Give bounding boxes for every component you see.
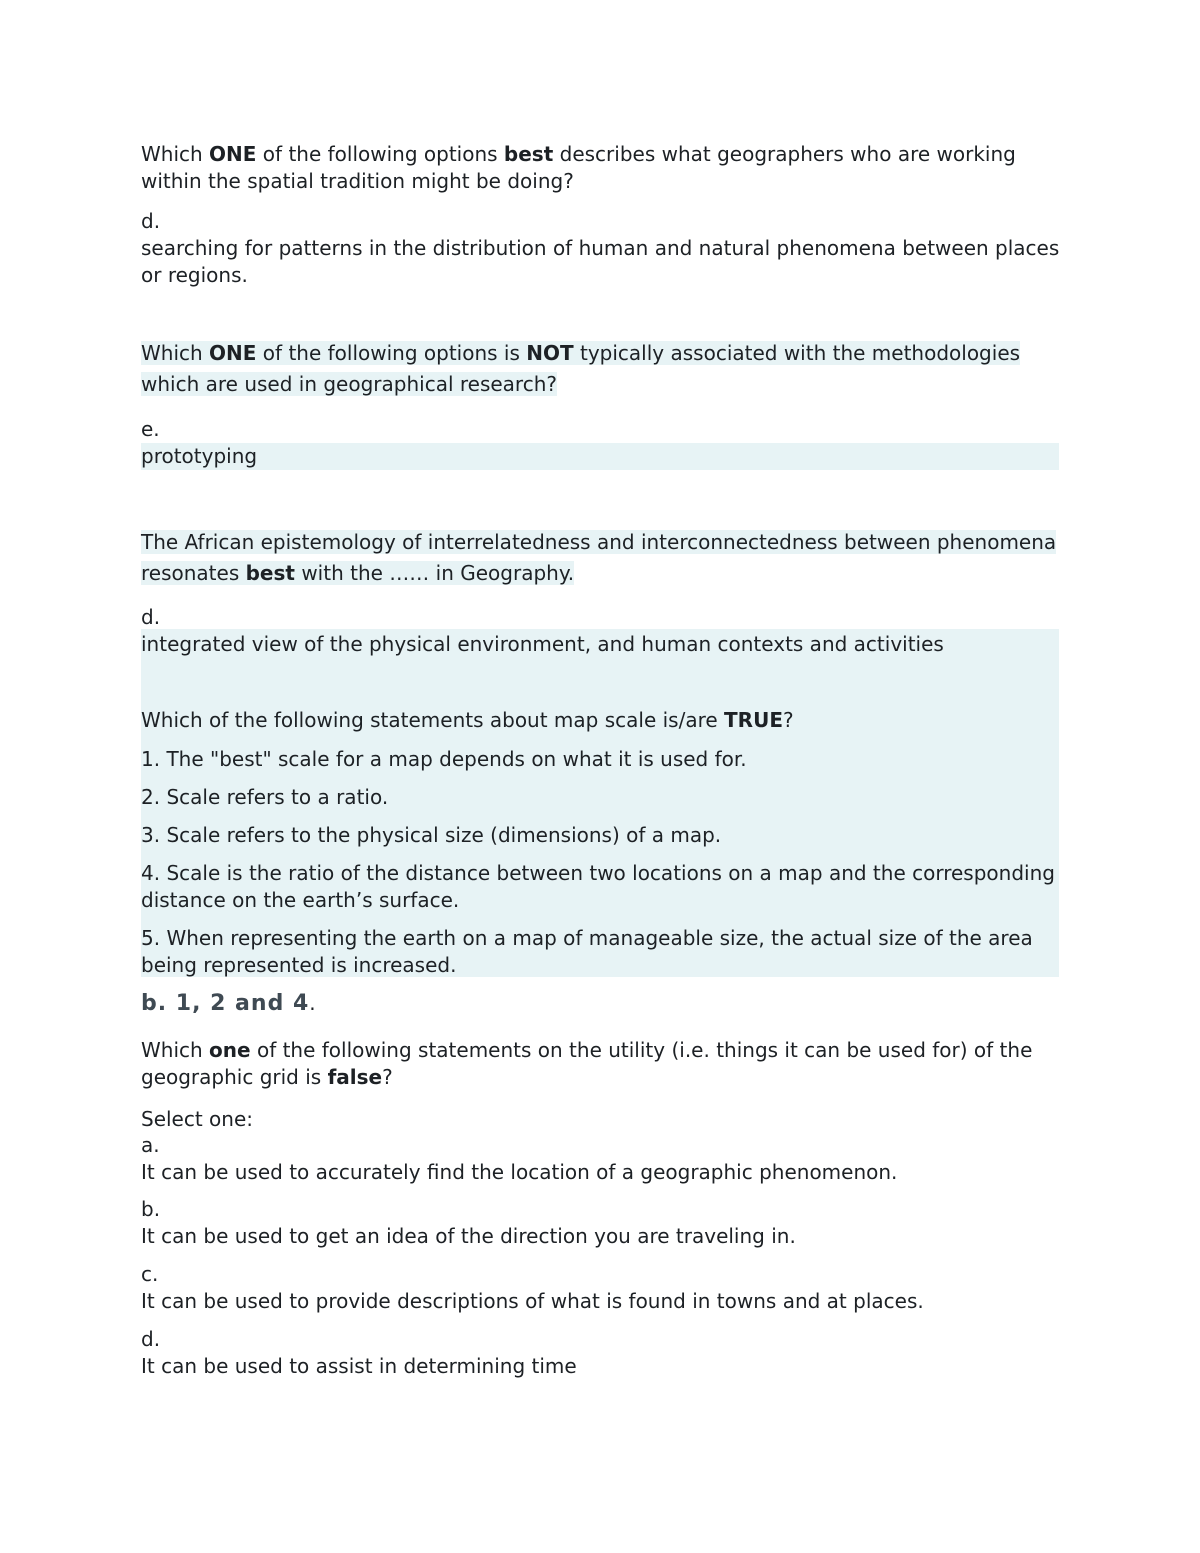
question-3-line-2: resonates best with the …… in Geography. (141, 561, 575, 585)
option-b (141, 1196, 796, 1250)
statement-2: 2. Scale refers to a ratio. (141, 785, 389, 809)
option-letter: a. (141, 1133, 160, 1157)
question-5-line-2: geographic grid is false? (141, 1065, 393, 1089)
select-one-label: Select one: (141, 1107, 254, 1131)
option-text: It can be used to assist in determining time (141, 1354, 577, 1378)
option-d (141, 1326, 577, 1380)
answer-letter: e. (141, 417, 160, 441)
statement-1: 1. The "best" scale for a map depends on what it is used for. (141, 747, 747, 771)
question-3-answer-text: integrated view of the physical environment, and human contexts and activities (141, 632, 944, 656)
statement-3: 3. Scale refers to the physical size (dimensions) of a map. (141, 823, 722, 847)
question-1 (141, 141, 1016, 195)
question-2 (141, 338, 1020, 400)
question-3 (141, 527, 1056, 589)
question-3-line-1: The African epistemology of interrelatedness and interconnectedness between phenomena (141, 530, 1057, 554)
option-text: It can be used to accurately find the location of a geographic phenomenon. (141, 1160, 898, 1184)
option-text: It can be used to get an idea of the direction you are traveling in. (141, 1224, 796, 1248)
question-5 (141, 1037, 1032, 1091)
question-5-line-1: Which one of the following statements on the utility (i.e. things it can be used for) of the (141, 1038, 1033, 1062)
question-4: Which of the following statements about map scale is/are TRUE? (141, 708, 794, 732)
question-1-line-2: within the spatial tradition might be doing? (141, 169, 574, 193)
option-text: It can be used to provide descriptions of what is found in towns and at places. (141, 1289, 924, 1313)
option-c (141, 1261, 924, 1315)
option-a (141, 1132, 897, 1186)
answer-letter: d. (141, 605, 161, 629)
answer-text-line-1: searching for patterns in the distribution of human and natural phenomena between places (141, 236, 1060, 260)
question-1-answer (141, 208, 1059, 289)
question-2-answer (141, 416, 1059, 470)
statement-5: 5. When representing the earth on a map of manageable size, the actual size of the area being represented is increased. (141, 926, 1033, 977)
question-2-line-2: which are used in geographical research? (141, 372, 558, 396)
statement-4: 4. Scale is the ratio of the distance between two locations on a map and the corresponding distance on the earth’s surface. (141, 861, 1055, 912)
question-2-line-1: Which ONE of the following options is NOT typically associated with the methodologies (141, 341, 1021, 365)
answer-letter: d. (141, 209, 161, 233)
answer-text-line-2: or regions. (141, 263, 248, 287)
option-letter: c. (141, 1262, 159, 1286)
option-letter: d. (141, 1327, 161, 1351)
answer-text: prototyping (141, 443, 1059, 470)
question-1-line-1: Which ONE of the following options best describes what geographers who are working (141, 142, 1016, 166)
question-3-answer (141, 604, 160, 631)
option-letter: b. (141, 1197, 161, 1221)
question-4-answer: b. 1, 2 and 4. (141, 991, 316, 1016)
